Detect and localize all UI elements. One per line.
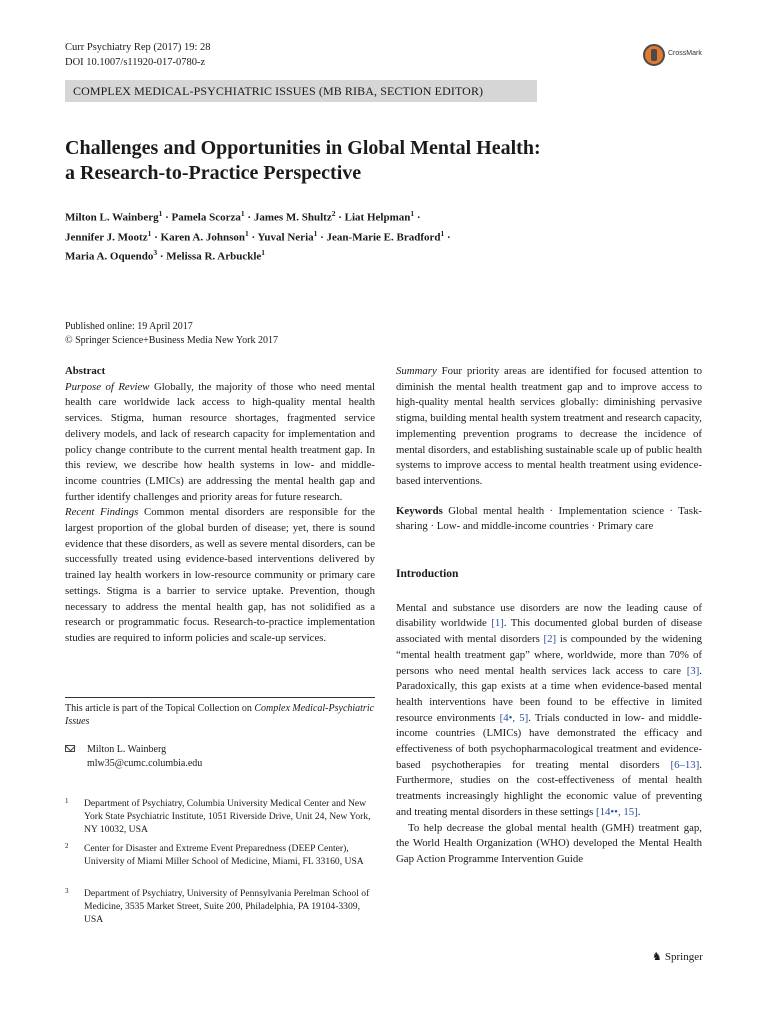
topical-collection-link[interactable]: Complex Medical-Psychiatric Issues (65, 703, 375, 727)
publication-info (65, 320, 278, 348)
intro-text: is compounded by the widening “mental health treatment gap” where, worldwide, more than 70% of persons who need mental health services lack access to care (396, 633, 703, 677)
author-separator: · (447, 231, 451, 244)
author-separator: · (416, 211, 421, 224)
affiliation-text: Center for Disaster and Extreme Event Preparedness (DEEP Center), University of Miami Miller School of Medicine, Miami, FL 33160, USA (84, 843, 364, 867)
citation-link[interactable]: [1] (491, 617, 504, 630)
author-affiliation-mark: 3 (153, 248, 158, 258)
intro-text: . Paradoxically, this gap exists at a time when evidence-based mental health interventions have been found to be effective in limited resource environments (396, 664, 702, 724)
affiliation-text: Department of Psychiatry, Columbia University Medical Center and New York State Psychiatric Institute, 1051 Riverside Drive, Unit 24, New York, NY 10032, USA (84, 798, 371, 835)
envelope-icon (65, 745, 75, 752)
citation-link[interactable]: [6–13] (670, 758, 700, 771)
findings-label: Recent Findings (65, 506, 139, 519)
author-name[interactable]: Jennifer J. Mootz (65, 231, 148, 244)
abstract-left-column (65, 364, 375, 647)
journal-citation: Curr Psychiatry Rep (2017) 19: 28 (65, 42, 211, 53)
author-separator: · (159, 250, 164, 263)
affiliation-number: 1 (65, 797, 69, 805)
introduction-heading: Introduction (396, 568, 459, 581)
author-line-2 (65, 226, 705, 246)
author-affiliation-mark: 1 (440, 228, 445, 238)
affiliation-number: 2 (65, 842, 69, 850)
author-separator: · (251, 231, 256, 244)
abstract-purpose (65, 380, 375, 506)
summary-label: Summary (396, 365, 437, 377)
findings-text: Common mental disorders are responsible for the largest proportion of the global burden of disease; yet, there is sound evidence that these disorders, as well as severe mental disorders, can be successfully treated using evidence-based interventions delivered by trained lay health workers in low-resource community or primary care settings. Stigma is a barrier to service uptake. Prevention, though necessary to address the mental health gap, has not solidified as a research or programmatic focus. Research-to-practice implementation studies are required to inform policies and scale-up services. (65, 506, 375, 644)
citation-link[interactable]: [3] (686, 664, 700, 677)
author-affiliation-mark: 1 (158, 209, 163, 218)
citation-link[interactable]: [14••, 15] (596, 805, 638, 818)
contact-email[interactable]: mlw35@cumc.columbia.edu (87, 758, 203, 769)
author-separator: · (338, 211, 342, 224)
author-name[interactable]: Pamela Scorza (171, 211, 241, 224)
publisher-footer (652, 950, 703, 963)
section-banner: COMPLEX MEDICAL-PSYCHIATRIC ISSUES (MB RIBA, SECTION EDITOR) (65, 80, 537, 102)
intro-text: . This documented global burden of disease associated with mental disorders (396, 617, 703, 646)
article-title (65, 136, 705, 186)
title-line-2: a Research-to-Practice Perspective (65, 162, 362, 184)
author-line-3 (65, 245, 705, 265)
abstract-summary (396, 364, 702, 490)
purpose-label: Purpose of Review (65, 380, 150, 393)
intro-text: . Furthermore, studies on the cost-effectiveness of mental health treatments increasingly highlight the economic value of preventing and treating mental disorders in these settings (396, 758, 702, 818)
keywords-text: Global mental health · Implementation science · Task-sharing · Low- and middle-income countries · Primary care (396, 504, 702, 533)
author-separator: · (320, 231, 324, 244)
author-affiliation-mark: 1 (147, 228, 152, 238)
author-affiliation-mark: 1 (244, 228, 249, 238)
keywords (396, 504, 702, 535)
introduction-paragraph-1 (396, 601, 702, 821)
author-name[interactable]: Liat Helpman (344, 211, 411, 224)
abstract-findings (65, 505, 375, 646)
citation-link[interactable]: [2] (543, 633, 557, 646)
intro-text: . Trials conducted in low- and middle-income countries (LMICs) have demonstrated the efficacy and effectiveness of both psychopharmacological treatment and evidence-based psychotherapies for treating mental disorders (396, 711, 702, 771)
citation-link[interactable]: [4•, 5] (499, 711, 529, 724)
author-affiliation-mark: 1 (313, 228, 318, 238)
crossmark-label: CrossMark (668, 50, 702, 57)
published-date: Published online: 19 April 2017 (65, 321, 193, 332)
doi-link[interactable]: DOI 10.1007/s11920-017-0780-z (65, 57, 206, 68)
intro-text: . (637, 805, 641, 818)
author-name[interactable]: Melissa R. Arbuckle (166, 250, 262, 263)
author-name[interactable]: Milton L. Wainberg (65, 211, 159, 224)
author-line-1 (65, 206, 705, 226)
footnote-divider (65, 697, 375, 698)
crossmark-icon (643, 44, 665, 66)
keywords-label: Keywords (396, 504, 443, 517)
author-separator: · (247, 211, 252, 224)
copyright-notice: © Springer Science+Business Media New York 2017 (65, 335, 278, 346)
title-line-1: Challenges and Opportunities in Global Mental Health: (65, 137, 541, 159)
introduction-paragraph-2: To help decrease the global mental health (GMH) treatment gap, the World Health Organization (WHO) developed the Mental Health Gap Action Programme Intervention Guide (396, 821, 702, 865)
publisher-name: Springer (664, 951, 703, 963)
author-separator: · (154, 231, 158, 244)
purpose-text: Globally, the majority of those who need mental health care worldwide lack access to high-quality mental health services. Stigma, human resource shortages, fragmented service delivery models, and lack of research capacity for implementation and policy change contribute to the current mental health treatment gap. In this review, we describe how health systems in low- and middle-income countries (LMICs) are addressing the mental health gap and further identify challenges and priority areas for future research. (65, 380, 376, 503)
contact-details (87, 743, 202, 771)
author-affiliation-mark: 1 (410, 209, 415, 218)
author-name[interactable]: James M. Shultz (253, 211, 332, 224)
affiliation-number: 3 (65, 887, 69, 895)
topical-collection-note (65, 702, 375, 728)
topical-prefix: This article is part of the Topical Collection on (65, 703, 255, 714)
author-name[interactable]: Maria A. Oquendo (65, 250, 154, 263)
author-name[interactable]: Yuval Neria (257, 231, 314, 244)
crossmark-badge[interactable] (643, 44, 719, 70)
journal-header (65, 40, 211, 70)
springer-horse-icon: ♞ (652, 951, 662, 963)
right-column (396, 364, 702, 868)
author-affiliation-mark: 1 (240, 209, 245, 218)
author-affiliation-mark: 1 (261, 248, 266, 258)
summary-text: Four priority areas are identified for focused attention to diminish the mental health treatment gap and to improve access to high-quality mental health services globally: diminishing pervasive stigma, building mental health system treatment and research capacity, implementing prevention programs to decrease the incidence of mental disorders, and establishing sustainable scale up of public health systems to improve access to mental health treatment using evidence-based interventions. (396, 365, 703, 487)
author-separator: · (165, 211, 169, 224)
author-affiliation-mark: 2 (331, 209, 336, 218)
author-name[interactable]: Karen A. Johnson (160, 231, 245, 244)
intro-text: Mental and substance use disorders are now the leading cause of disability worldwide (396, 601, 702, 630)
author-name[interactable]: Jean-Marie E. Bradford (326, 231, 441, 244)
abstract-heading: Abstract (65, 365, 106, 377)
contact-name: Milton L. Wainberg (87, 744, 167, 755)
affiliation-text: Department of Psychiatry, University of Pennsylvania Perelman School of Medicine, 3535 Market Street, Suite 200, Philadelphia, PA 19104-3309, USA (84, 888, 370, 925)
author-list (65, 206, 705, 265)
